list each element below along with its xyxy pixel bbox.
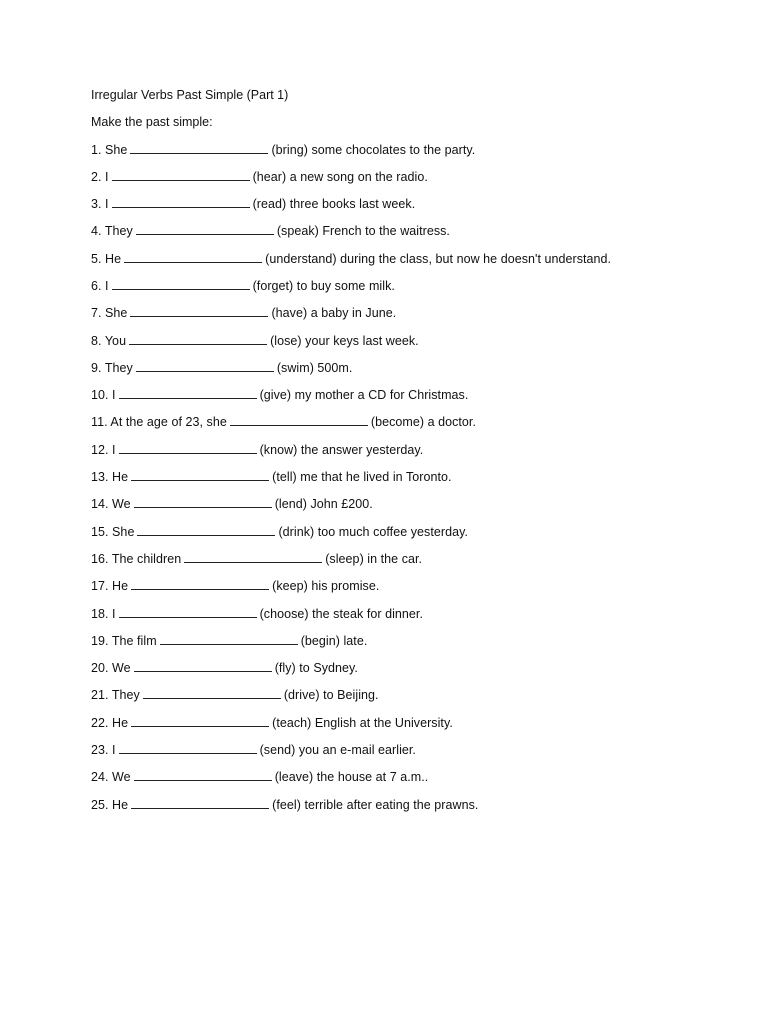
item-prompt: 3. I [91,197,109,212]
item-prompt: 13. He [91,470,129,485]
answer-blank [131,797,269,809]
answer-blank [143,687,281,699]
exercise-item-17 [91,577,711,595]
exercise-item-11 [91,413,711,431]
item-prompt: 5. He [91,251,122,266]
item-rest: (lend) John £200. [274,497,373,512]
item-rest: (become) a doctor. [370,415,476,430]
answer-blank [131,469,269,481]
item-prompt: 10. I [91,388,116,403]
answer-blank [131,578,269,590]
item-rest: (drink) too much coffee yesterday. [278,524,468,539]
exercise-item-25 [91,796,711,814]
exercise-item-21 [91,686,711,704]
exercise-item-15 [91,523,711,541]
answer-blank [129,333,267,345]
answer-blank [130,142,268,154]
item-prompt: 4. They [91,224,133,239]
exercise-item-3 [91,195,711,213]
item-prompt: 25. He [91,797,129,812]
item-rest: (understand) during the class, but now he doesn't understand. [265,251,612,266]
exercise-item-16 [91,550,711,568]
item-rest: (lose) your keys last week. [270,333,419,348]
exercise-item-7 [91,304,711,322]
worksheet-content [91,86,711,823]
exercise-item-9 [91,359,711,377]
exercise-item-23 [91,741,711,759]
answer-blank [136,360,274,372]
exercise-item-10 [91,386,711,404]
answer-blank [137,524,275,536]
item-prompt: 18. I [91,606,116,621]
answer-blank [124,251,262,263]
item-rest: (choose) the steak for dinner. [259,606,423,621]
item-rest: (teach) English at the University. [272,715,453,730]
item-prompt: 15. She [91,524,135,539]
item-prompt: 1. She [91,142,128,157]
item-rest: (keep) his promise. [272,579,380,594]
item-rest: (send) you an e-mail earlier. [259,743,416,758]
item-prompt: 24. We [91,770,131,785]
item-rest: (sleep) in the car. [325,551,423,566]
answer-blank [112,196,250,208]
exercise-item-12 [91,441,711,459]
item-rest: (give) my mother a CD for Christmas. [259,388,469,403]
item-prompt: 6. I [91,278,109,293]
item-prompt: 9. They [91,360,133,375]
exercise-item-22 [91,714,711,732]
worksheet-instruction: Make the past simple: [91,115,213,129]
item-prompt: 11. At the age of 23, she [91,415,227,430]
answer-blank [131,715,269,727]
exercise-item-1 [91,141,711,159]
answer-blank [134,769,272,781]
item-prompt: 21. They [91,688,140,703]
item-prompt: 8. You [91,333,127,348]
item-rest: (bring) some chocolates to the party. [271,142,476,157]
item-prompt: 20. We [91,661,131,676]
exercise-item-18 [91,605,711,623]
exercise-item-4 [91,222,711,240]
exercise-item-8 [91,332,711,350]
exercise-item-2 [91,168,711,186]
answer-blank [112,278,250,290]
answer-blank [136,223,274,235]
exercise-item-5 [91,250,711,268]
item-rest: (swim) 500m. [276,360,353,375]
item-prompt: 22. He [91,715,129,730]
exercise-item-6 [91,277,711,295]
exercise-item-14 [91,495,711,513]
answer-blank [160,633,298,645]
item-prompt: 12. I [91,442,116,457]
item-prompt: 17. He [91,579,129,594]
answer-blank [134,660,272,672]
item-rest: (begin) late. [300,633,368,648]
answer-blank [119,387,257,399]
answer-blank [134,496,272,508]
answer-blank [119,606,257,618]
item-rest: (leave) the house at 7 a.m.. [274,770,429,785]
exercise-item-20 [91,659,711,677]
exercise-item-24 [91,768,711,786]
item-rest: (fly) to Sydney. [274,661,358,676]
item-rest: (hear) a new song on the radio. [252,169,428,184]
item-prompt: 16. The children [91,551,182,566]
item-rest: (feel) terrible after eating the prawns. [272,797,479,812]
item-prompt: 7. She [91,306,128,321]
item-rest: (tell) me that he lived in Toronto. [272,470,452,485]
item-prompt: 23. I [91,743,116,758]
exercise-item-19 [91,632,711,650]
item-rest: (know) the answer yesterday. [259,442,424,457]
answer-blank [112,169,250,181]
answer-blank [130,305,268,317]
item-rest: (drive) to Beijing. [283,688,379,703]
exercise-list [91,141,711,814]
item-rest: (have) a baby in June. [271,306,397,321]
item-prompt: 14. We [91,497,131,512]
item-rest: (read) three books last week. [252,197,416,212]
answer-blank [119,742,257,754]
item-prompt: 19. The film [91,633,157,648]
item-prompt: 2. I [91,169,109,184]
answer-blank [119,442,257,454]
exercise-item-13 [91,468,711,486]
answer-blank [230,414,368,426]
answer-blank [184,551,322,563]
item-rest: (forget) to buy some milk. [252,278,395,293]
worksheet-title: Irregular Verbs Past Simple (Part 1) [91,88,289,102]
item-rest: (speak) French to the waitress. [276,224,450,239]
